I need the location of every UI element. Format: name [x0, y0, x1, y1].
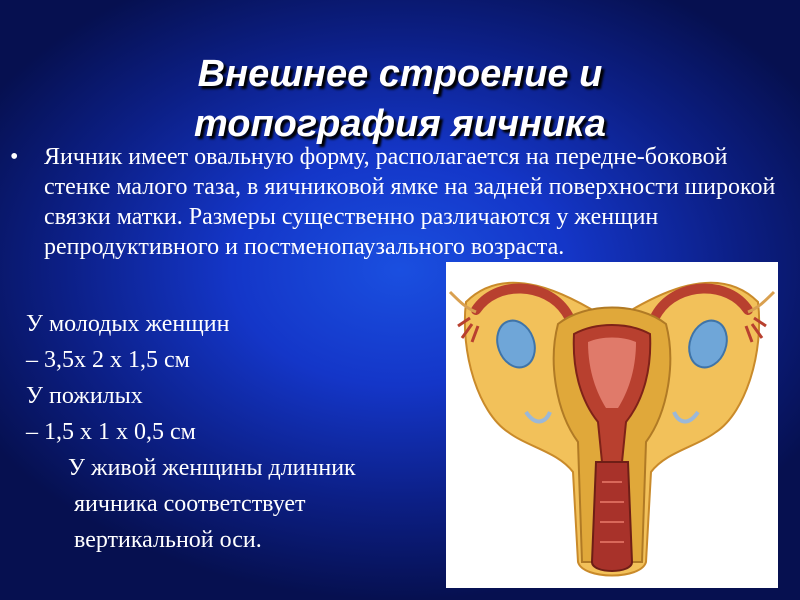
- size-details: [26, 306, 446, 558]
- slide-title-line-1: Внешнее строение и: [197, 53, 603, 96]
- old-size: – 1,5 х 1 х 0,5 см: [26, 419, 196, 445]
- young-size: – 3,5х 2 х 1,5 см: [26, 347, 190, 373]
- cervix-vagina-shape: [592, 462, 632, 571]
- slide-title: [0, 49, 800, 149]
- slide-title-line-2: топография яичника: [193, 103, 607, 146]
- uterus-ovary-illustration: [446, 262, 778, 588]
- axis-note-line-2: яичника соответствует: [74, 491, 306, 517]
- bullet-paragraph: [10, 142, 780, 262]
- bullet-text: Яичник имеет овальную форму, располагается на передне-боковой стенке малого таза, в яичниковой ямке на задней поверхности широкой связки матки. Размеры существенно различаются у женщин репродуктивного и постменопаузального возраста.: [44, 144, 776, 260]
- bullet-dot-icon: •: [10, 144, 19, 170]
- young-label: У молодых женщин: [26, 311, 230, 337]
- anatomy-image: [446, 262, 778, 588]
- axis-note-line-3: вертикальной оси.: [74, 527, 262, 553]
- old-label: У пожилых: [26, 383, 143, 409]
- axis-note-line-1: У живой женщины длинник: [68, 455, 356, 481]
